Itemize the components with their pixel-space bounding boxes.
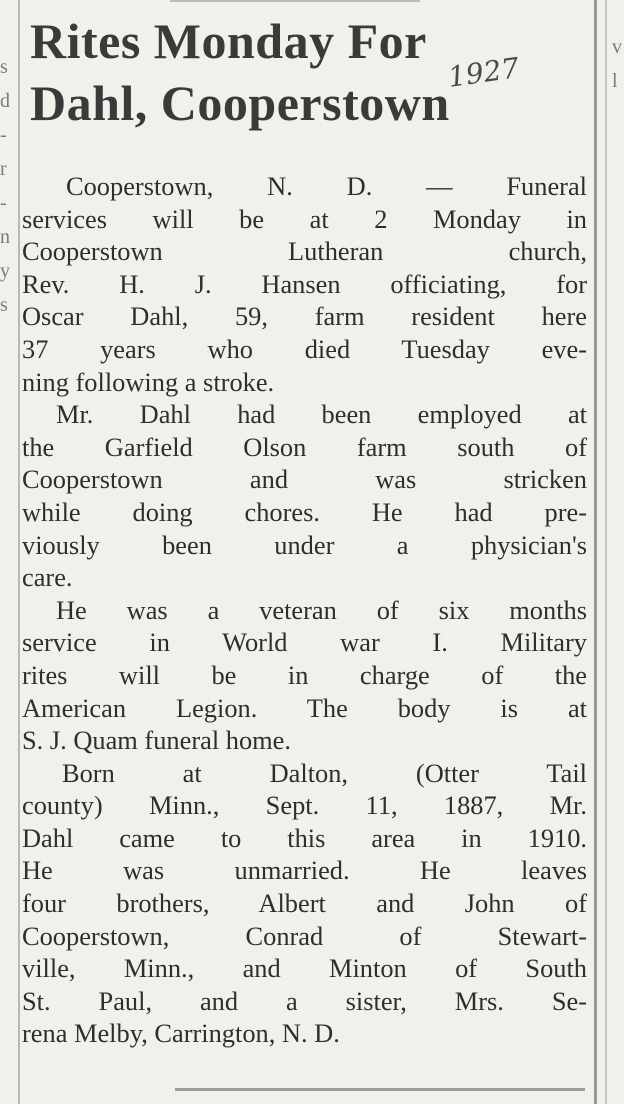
right-margin-fragments	[612, 30, 624, 98]
article-paragraph	[22, 594, 587, 757]
margin-fragment: d	[0, 90, 10, 112]
text-line: Cooperstown, Conrad of Stewart-	[22, 920, 587, 951]
right-column-rule-outer	[605, 0, 607, 1104]
text-line: St. Paul, and a sister, Mrs. Se-	[22, 985, 587, 1016]
margin-fragment: -	[0, 124, 7, 146]
text-line: rena Melby, Carrington, N. D.	[22, 1018, 340, 1049]
text-line: Cooperstown Lutheran church,	[22, 236, 587, 267]
handwritten-note: 1927	[446, 51, 522, 94]
text-line: services will be at 2 Monday in	[22, 203, 587, 234]
text-line: Cooperstown and was stricken	[22, 464, 587, 495]
margin-fragment: -	[0, 192, 7, 214]
text-line: American Legion. The body is at	[22, 692, 587, 723]
text-line: Oscar Dahl, 59, farm resident here	[22, 301, 587, 332]
text-line: care.	[22, 562, 73, 593]
text-line: the Garfield Olson farm south of	[22, 431, 587, 462]
text-line: ville, Minn., and Minton of South	[22, 953, 587, 984]
margin-fragment: l	[612, 70, 618, 92]
text-line: He was unmarried. He leaves	[22, 855, 587, 886]
article-paragraph	[22, 398, 587, 594]
margin-fragment: v	[612, 36, 622, 58]
bottom-rule	[175, 1088, 585, 1091]
headline-line: Dahl, Cooperstown	[30, 75, 450, 131]
text-line: viously been under a physician's	[22, 529, 587, 560]
text-line: four brothers, Albert and John of	[22, 888, 587, 919]
left-column-rule	[18, 0, 20, 1104]
article-paragraph	[22, 170, 587, 398]
text-line: service in World war I. Military	[22, 627, 587, 658]
text-line: Rev. H. J. Hansen officiating, for	[22, 268, 587, 299]
text-line: Born at Dalton, (Otter Tail	[62, 757, 587, 788]
text-line: county) Minn., Sept. 11, 1887, Mr.	[22, 790, 587, 821]
text-line: He was a veteran of six months	[56, 594, 587, 625]
margin-fragment: s	[0, 56, 8, 78]
headline-line: Rites Monday For	[30, 13, 427, 69]
article-body	[22, 170, 587, 1050]
text-line: Dahl came to this area in 1910.	[22, 822, 587, 853]
text-line: Mr. Dahl had been employed at	[56, 399, 587, 430]
margin-fragment: y	[0, 260, 10, 282]
text-line: Cooperstown, N. D. — Funeral	[66, 171, 587, 201]
margin-fragment: n	[0, 226, 10, 248]
text-line: S. J. Quam funeral home.	[22, 725, 291, 756]
left-margin-fragments	[0, 50, 16, 322]
text-line: while doing chores. He had pre-	[22, 496, 587, 527]
text-line: rites will be in charge of the	[22, 659, 587, 690]
text-line: ning following a stroke.	[22, 366, 275, 397]
margin-fragment: s	[0, 294, 8, 316]
text-line: 37 years who died Tuesday eve-	[22, 333, 587, 364]
article-paragraph	[22, 757, 587, 1050]
margin-fragment: r	[0, 158, 7, 180]
top-rule	[170, 0, 420, 2]
right-column-rule	[594, 0, 597, 1104]
